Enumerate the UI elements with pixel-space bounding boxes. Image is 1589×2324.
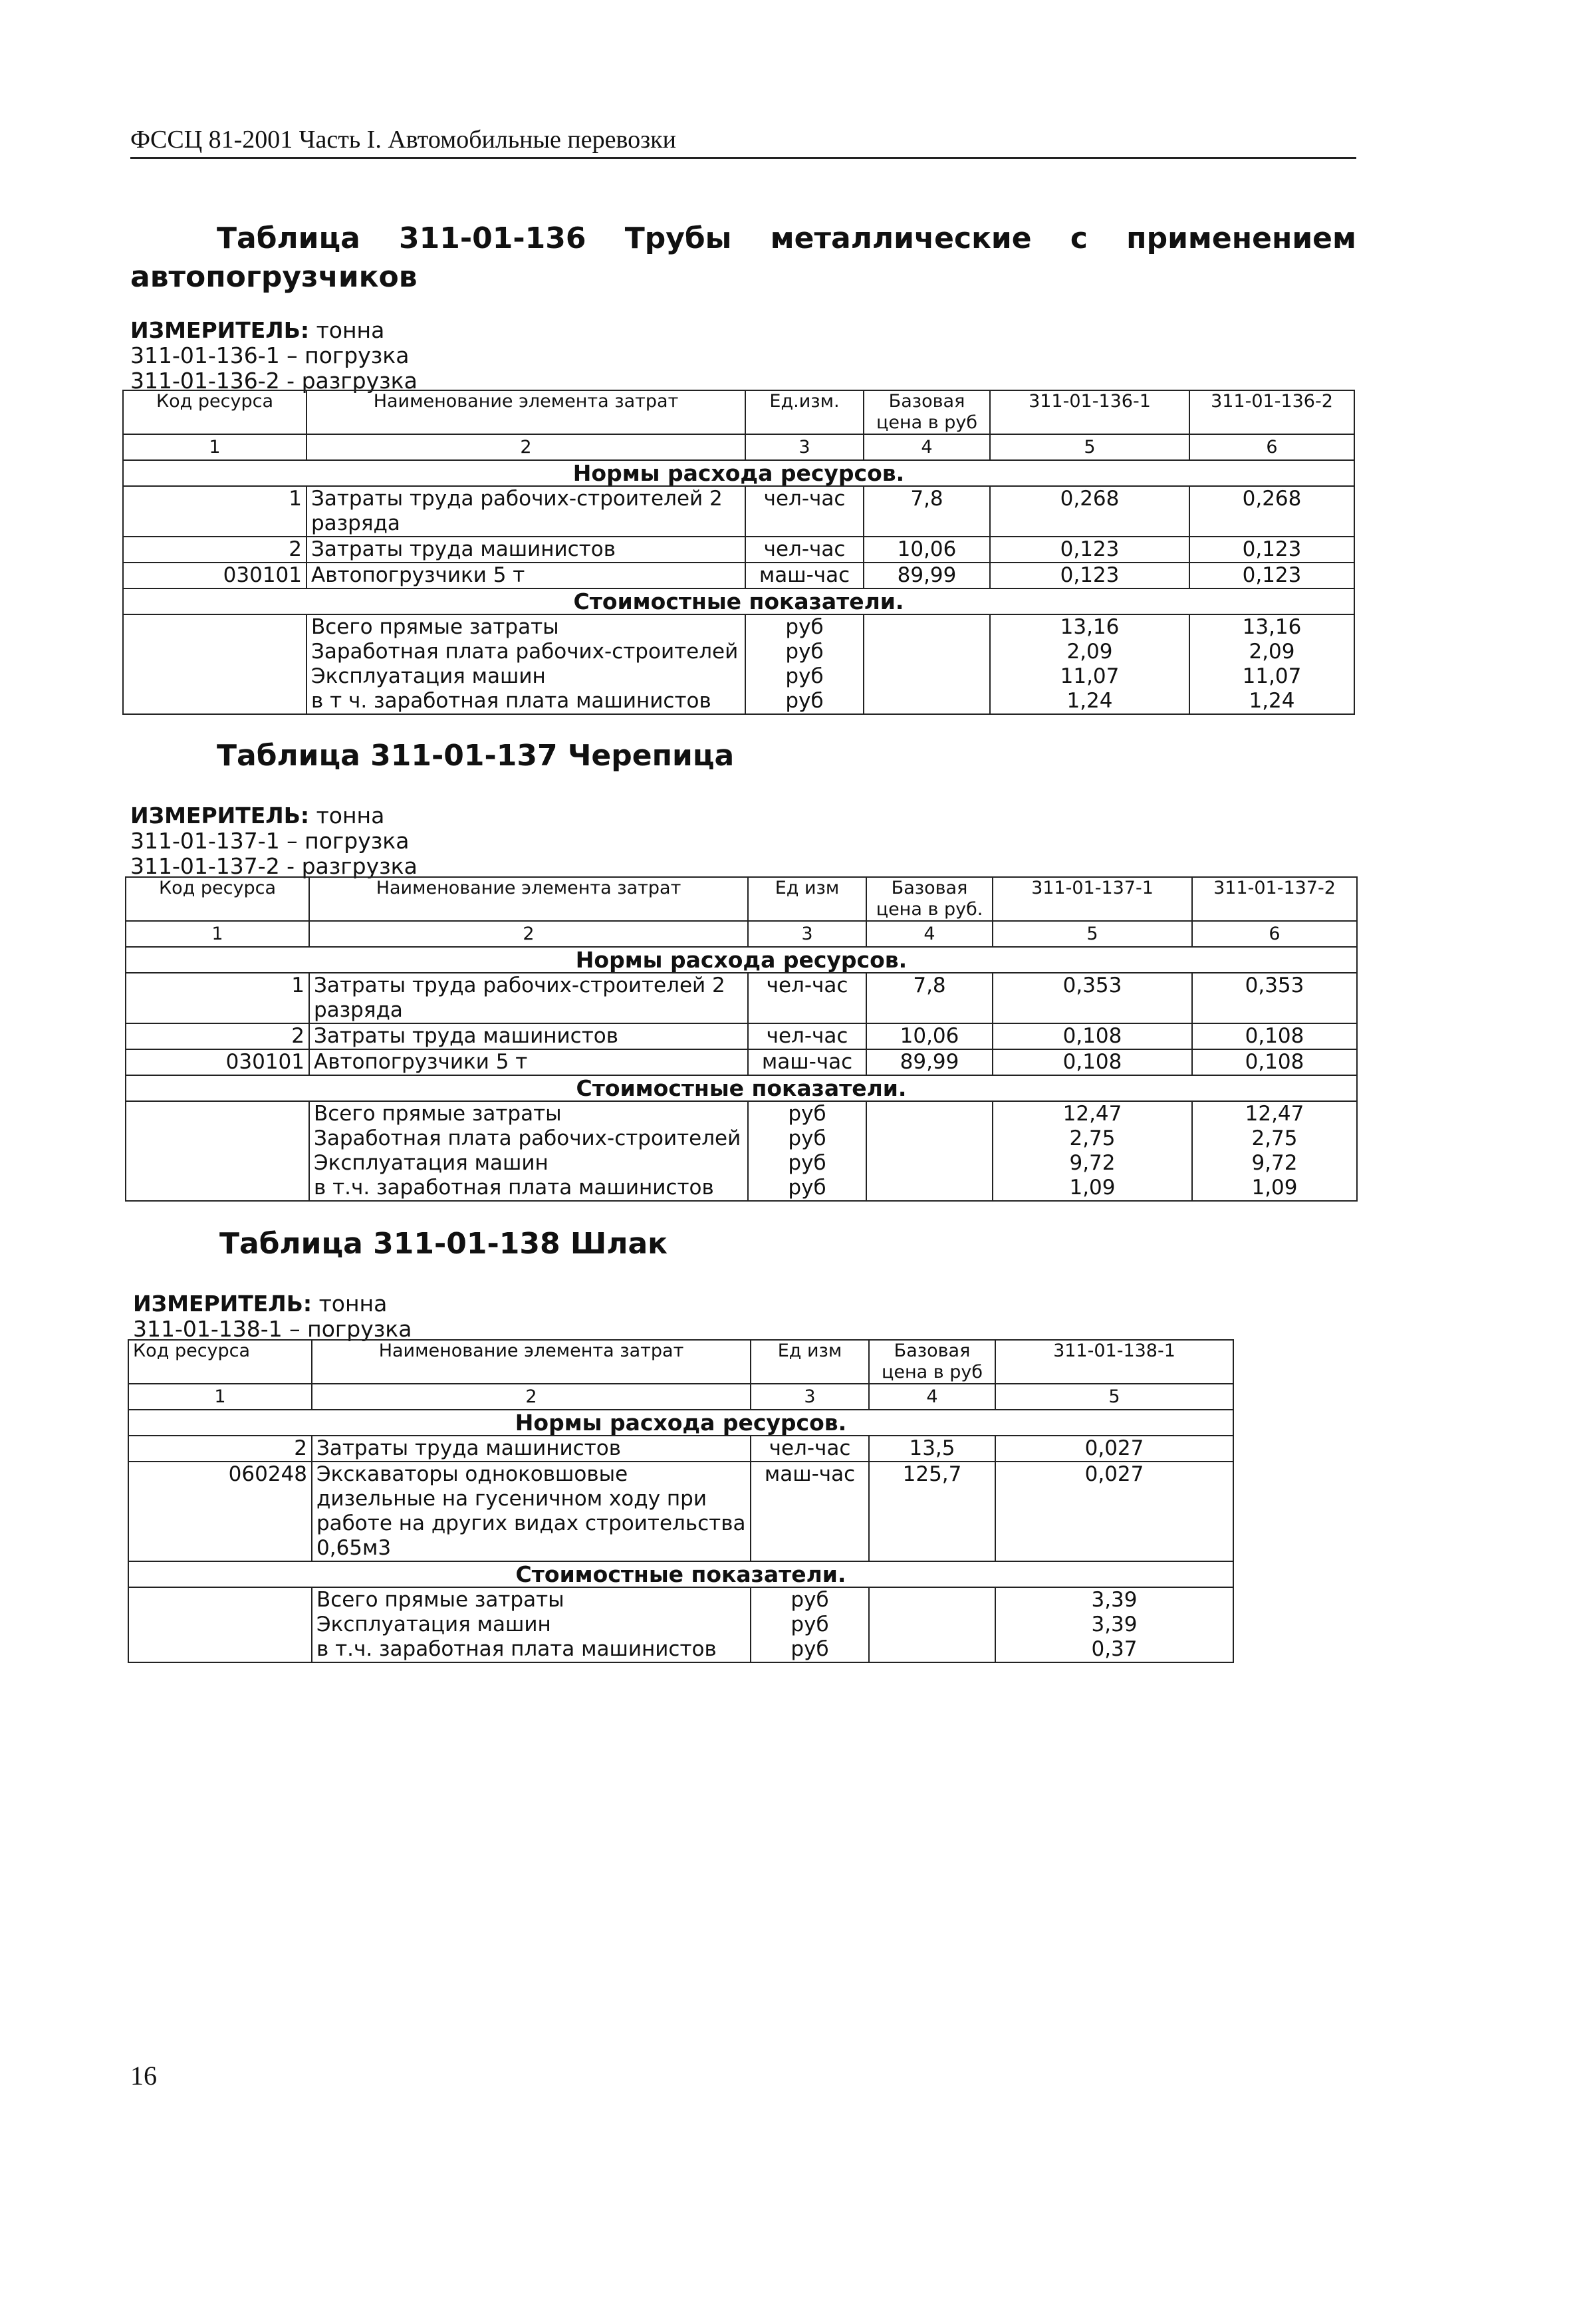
cell-unit: чел-час	[745, 537, 864, 563]
cell-value: 2,09	[990, 640, 1189, 664]
cell-value: 1,24	[990, 689, 1189, 714]
cell-value: 0,108	[1192, 1049, 1357, 1075]
cell-unit: руб	[751, 1637, 869, 1662]
cell-value: 9,72	[1192, 1151, 1357, 1176]
operation-1: 311-01-136-1 – погрузка	[130, 342, 410, 368]
title-word: металлические	[770, 221, 1032, 255]
section-norms-label: Нормы расхода ресурсов.	[126, 947, 1357, 973]
col-number: 1	[128, 1384, 312, 1410]
meter-unit: тонна	[318, 1291, 388, 1317]
page-header-title: ФССЦ 81-2001 Часть I. Автомобильные перевозки	[130, 126, 676, 154]
title-word: Трубы	[624, 221, 732, 255]
cell-name: Затраты труда машинистов	[306, 537, 745, 563]
col-name-header: Наименование элемента затрат	[309, 877, 748, 921]
table-row	[123, 640, 1354, 664]
cell-code	[128, 1613, 312, 1637]
cell-value: 12,47	[1192, 1101, 1357, 1126]
section-norms-label: Нормы расхода ресурсов.	[128, 1410, 1233, 1436]
col-number: 2	[312, 1384, 751, 1410]
table-row	[123, 537, 1354, 563]
cell-name: Эксплуатация машин	[306, 664, 745, 689]
title-word: применением	[1126, 221, 1356, 255]
cell-name: Всего прямые затраты	[306, 614, 745, 640]
cell-name: Всего прямые затраты	[312, 1587, 751, 1613]
cell-code	[123, 689, 306, 714]
col-number: 2	[306, 434, 745, 460]
table-138-title: Таблица 311-01-138 Шлак	[219, 1227, 668, 1261]
cell-price	[866, 1176, 993, 1201]
col-number: 4	[864, 434, 990, 460]
meter-label: ИЗМЕРИТЕЛЬ:	[130, 317, 310, 343]
col-unit-header: Ед изм	[751, 1340, 869, 1384]
meter-unit: тонна	[316, 803, 385, 829]
table-136-title	[130, 219, 1356, 297]
cell-price	[864, 640, 990, 664]
section-costs-label: Стоимостные показатели.	[128, 1561, 1233, 1587]
cell-code	[123, 614, 306, 640]
column-number-row	[126, 921, 1357, 947]
col-name-header: Наименование элемента затрат	[306, 390, 745, 434]
cell-name: Всего прямые затраты	[309, 1101, 748, 1126]
col-unit-header: Ед изм	[748, 877, 866, 921]
column-number-row	[123, 434, 1354, 460]
operation-2: 311-01-136-2 - разгрузка	[130, 368, 418, 394]
cell-value: 9,72	[993, 1151, 1192, 1176]
cell-value: 1,09	[993, 1176, 1192, 1201]
cell-unit: руб	[745, 614, 864, 640]
cell-code	[128, 1637, 312, 1662]
col-number: 6	[1189, 434, 1354, 460]
table-row	[123, 486, 1354, 537]
cell-price	[866, 1101, 993, 1126]
table-138	[128, 1339, 1234, 1663]
cell-name: Затраты труда машинистов	[312, 1436, 751, 1462]
page-header	[130, 125, 1356, 159]
col-code-header: Код ресурса	[126, 877, 309, 921]
cell-name: в т.ч. заработная плата машинистов	[312, 1637, 751, 1662]
cell-code: 2	[128, 1436, 312, 1462]
col-number: 1	[126, 921, 309, 947]
cell-value: 2,09	[1189, 640, 1354, 664]
table-row	[128, 1613, 1233, 1637]
title-word: 311-01-136	[399, 221, 586, 255]
table-row	[123, 664, 1354, 689]
table-138-meter	[133, 1291, 412, 1342]
col-value1-header: 311-01-137-1	[993, 877, 1192, 921]
cell-price: 13,5	[869, 1436, 995, 1462]
table-row	[123, 614, 1354, 640]
cell-value: 0,37	[995, 1637, 1233, 1662]
cell-unit: руб	[751, 1613, 869, 1637]
cell-price: 125,7	[869, 1462, 995, 1561]
section-norms	[123, 460, 1354, 486]
page-number: 16	[130, 2061, 157, 2091]
col-price-header: Базовая цена в руб	[869, 1340, 995, 1384]
cell-price	[864, 664, 990, 689]
cell-value: 0,268	[990, 486, 1189, 537]
section-costs	[126, 1075, 1357, 1101]
cell-code	[126, 1101, 309, 1126]
table-137-title: Таблица 311-01-137 Черепица	[217, 739, 735, 773]
col-number: 3	[745, 434, 864, 460]
cell-price	[864, 614, 990, 640]
cell-value: 1,24	[1189, 689, 1354, 714]
section-costs-label: Стоимостные показатели.	[126, 1075, 1357, 1101]
cell-code	[123, 664, 306, 689]
section-costs	[123, 588, 1354, 614]
cell-value: 1,09	[1192, 1176, 1357, 1201]
header-row	[123, 390, 1354, 434]
cell-name: Заработная плата рабочих-строителей	[309, 1126, 748, 1151]
table-row	[128, 1587, 1233, 1613]
table-136	[122, 390, 1355, 715]
section-norms	[126, 947, 1357, 973]
operation-1: 311-01-137-1 – погрузка	[130, 828, 410, 854]
header-row	[126, 877, 1357, 921]
cell-name: Экскаваторы одноковшовые дизельные на гусеничном ходу при работе на других видах строительства 0,65м3	[312, 1462, 751, 1561]
cell-unit: руб	[748, 1176, 866, 1201]
col-number: 5	[990, 434, 1189, 460]
table-row	[126, 1151, 1357, 1176]
cell-code: 1	[126, 973, 309, 1023]
col-number: 3	[751, 1384, 869, 1410]
cell-name: Затраты труда рабочих-строителей 2 разряда	[306, 486, 745, 537]
cell-unit: маш-час	[748, 1049, 866, 1075]
cell-unit: чел-час	[748, 1023, 866, 1049]
col-unit-header: Ед.изм.	[745, 390, 864, 434]
table-row	[128, 1637, 1233, 1662]
cell-code	[126, 1176, 309, 1201]
cell-value: 0,027	[995, 1436, 1233, 1462]
col-number: 5	[995, 1384, 1233, 1410]
section-norms	[128, 1410, 1233, 1436]
cell-name: Автопогрузчики 5 т	[309, 1049, 748, 1075]
cell-unit: маш-час	[751, 1462, 869, 1561]
column-number-row	[128, 1384, 1233, 1410]
cell-value: 13,16	[990, 614, 1189, 640]
cell-value: 2,75	[1192, 1126, 1357, 1151]
cell-price: 7,8	[864, 486, 990, 537]
section-norms-label: Нормы расхода ресурсов.	[123, 460, 1354, 486]
cell-value: 0,268	[1189, 486, 1354, 537]
cell-value: 3,39	[995, 1587, 1233, 1613]
cell-unit: руб	[748, 1101, 866, 1126]
col-number: 3	[748, 921, 866, 947]
cell-code: 030101	[126, 1049, 309, 1075]
cell-value: 0,353	[1192, 973, 1357, 1023]
meter-label: ИЗМЕРИТЕЛЬ:	[130, 803, 310, 829]
cell-name: Затраты труда рабочих-строителей 2 разряда	[309, 973, 748, 1023]
cell-code: 1	[123, 486, 306, 537]
cell-unit: руб	[745, 689, 864, 714]
cell-unit: маш-час	[745, 563, 864, 588]
title-line2: автопогрузчиков	[130, 260, 418, 294]
table-136-meter	[130, 318, 418, 394]
table-row	[126, 1176, 1357, 1201]
meter-unit: тонна	[316, 317, 385, 343]
cell-name: в т ч. заработная плата машинистов	[306, 689, 745, 714]
operation-2: 311-01-137-2 - разгрузка	[130, 853, 418, 879]
table-row	[126, 1023, 1357, 1049]
cell-value: 2,75	[993, 1126, 1192, 1151]
col-price-header: Базовая цена в руб.	[866, 877, 993, 921]
col-value2-header: 311-01-136-2	[1189, 390, 1354, 434]
cell-unit: руб	[748, 1151, 866, 1176]
table-row	[126, 1101, 1357, 1126]
cell-price: 10,06	[866, 1023, 993, 1049]
cell-name: Эксплуатация машин	[312, 1613, 751, 1637]
section-costs-label: Стоимостные показатели.	[123, 588, 1354, 614]
table-row	[128, 1436, 1233, 1462]
col-number: 2	[309, 921, 748, 947]
meter-label: ИЗМЕРИТЕЛЬ:	[133, 1291, 312, 1317]
cell-unit: руб	[745, 640, 864, 664]
cell-value: 3,39	[995, 1613, 1233, 1637]
cell-name: Затраты труда машинистов	[309, 1023, 748, 1049]
cell-unit: руб	[745, 664, 864, 689]
col-code-header: Код ресурса	[128, 1340, 312, 1384]
cell-value: 13,16	[1189, 614, 1354, 640]
col-value1-header: 311-01-136-1	[990, 390, 1189, 434]
cell-value: 0,123	[1189, 537, 1354, 563]
cell-unit: руб	[748, 1126, 866, 1151]
cell-value: 0,123	[1189, 563, 1354, 588]
cell-name: Заработная плата рабочих-строителей	[306, 640, 745, 664]
cell-value: 0,123	[990, 563, 1189, 588]
cell-price	[866, 1151, 993, 1176]
table-row	[123, 563, 1354, 588]
cell-price: 10,06	[864, 537, 990, 563]
cell-unit: руб	[751, 1587, 869, 1613]
table-row	[128, 1462, 1233, 1561]
cell-code	[126, 1151, 309, 1176]
cell-code	[128, 1587, 312, 1613]
cell-value: 11,07	[1189, 664, 1354, 689]
col-number: 5	[993, 921, 1192, 947]
col-name-header: Наименование элемента затрат	[312, 1340, 751, 1384]
header-row	[128, 1340, 1233, 1384]
cell-price	[869, 1637, 995, 1662]
title-word: с	[1070, 221, 1088, 255]
cell-code: 2	[126, 1023, 309, 1049]
cell-price: 7,8	[866, 973, 993, 1023]
col-value1-header: 311-01-138-1	[995, 1340, 1233, 1384]
cell-value: 0,353	[993, 973, 1192, 1023]
cell-unit: чел-час	[748, 973, 866, 1023]
cell-value: 0,108	[993, 1049, 1192, 1075]
cell-value: 0,108	[1192, 1023, 1357, 1049]
col-number: 4	[866, 921, 993, 947]
cell-price	[869, 1587, 995, 1613]
cell-value: 12,47	[993, 1101, 1192, 1126]
section-costs	[128, 1561, 1233, 1587]
cell-name: Автопогрузчики 5 т	[306, 563, 745, 588]
table-row	[126, 1049, 1357, 1075]
col-value2-header: 311-01-137-2	[1192, 877, 1357, 921]
cell-value: 0,123	[990, 537, 1189, 563]
cell-price	[866, 1126, 993, 1151]
cell-price	[864, 689, 990, 714]
col-number: 1	[123, 434, 306, 460]
cell-value: 0,108	[993, 1023, 1192, 1049]
cell-value: 0,027	[995, 1462, 1233, 1561]
cell-code: 060248	[128, 1462, 312, 1561]
cell-unit: чел-час	[751, 1436, 869, 1462]
cell-code	[126, 1126, 309, 1151]
cell-price	[869, 1613, 995, 1637]
cell-value: 11,07	[990, 664, 1189, 689]
table-137-meter	[130, 803, 418, 879]
title-word: Таблица	[217, 221, 360, 255]
col-number: 4	[869, 1384, 995, 1410]
cell-code	[123, 640, 306, 664]
col-number: 6	[1192, 921, 1357, 947]
operation-1: 311-01-138-1 – погрузка	[133, 1316, 412, 1342]
cell-unit: чел-час	[745, 486, 864, 537]
cell-name: в т.ч. заработная плата машинистов	[309, 1176, 748, 1201]
cell-price: 89,99	[864, 563, 990, 588]
table-row	[126, 1126, 1357, 1151]
col-code-header: Код ресурса	[123, 390, 306, 434]
table-row	[126, 973, 1357, 1023]
cell-name: Эксплуатация машин	[309, 1151, 748, 1176]
cell-code: 030101	[123, 563, 306, 588]
col-price-header: Базовая цена в руб	[864, 390, 990, 434]
table-137	[125, 876, 1358, 1202]
table-row	[123, 689, 1354, 714]
cell-code: 2	[123, 537, 306, 563]
cell-price: 89,99	[866, 1049, 993, 1075]
